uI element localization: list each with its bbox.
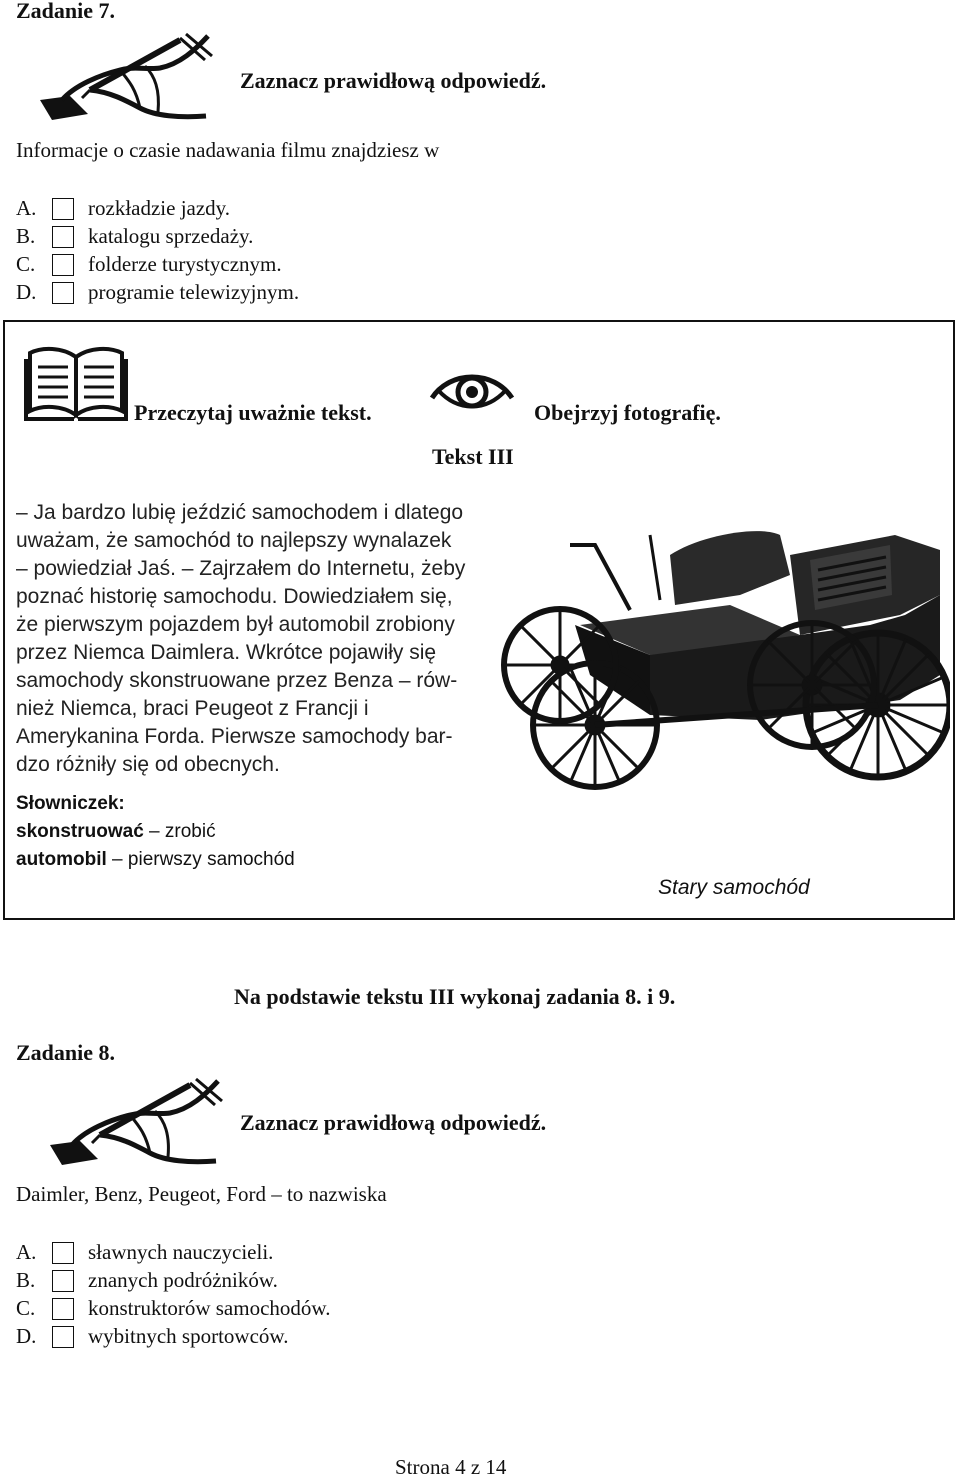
old-car-photo [500, 515, 950, 845]
page-number: Strona 4 z 14 [395, 1455, 507, 1479]
task7-option-c[interactable]: C. folderze turystycznym. [16, 252, 282, 276]
glossary [16, 790, 295, 874]
answer-checkbox[interactable] [52, 1326, 74, 1348]
eye-icon [428, 362, 516, 418]
task7-option-d[interactable]: D. programie telewizyjnym. [16, 280, 300, 304]
read-label: Przeczytaj uważnie tekst. [134, 400, 372, 425]
tasks-intro: Na podstawie tekstu III wykonaj zadania 8. i 9. [234, 984, 676, 1009]
writing-hand-icon [40, 1075, 230, 1170]
open-book-icon [24, 345, 128, 423]
task7-option-b[interactable]: B. katalogu sprzedaży. [16, 224, 254, 248]
answer-checkbox[interactable] [52, 226, 74, 248]
text3-title: Tekst III [432, 444, 514, 469]
task7-question: Informacje o czasie nadawania filmu znajdziesz w [16, 138, 440, 162]
answer-checkbox[interactable] [52, 1242, 74, 1264]
answer-checkbox[interactable] [52, 254, 74, 276]
task8-option-a[interactable]: A. sławnych nauczycieli. [16, 1240, 274, 1264]
task8-heading: Zadanie 8. [16, 1040, 116, 1065]
task7-option-a[interactable]: A. rozkładzie jazdy. [16, 196, 231, 220]
photo-caption: Stary samochód [658, 876, 810, 899]
answer-checkbox[interactable] [52, 282, 74, 304]
task7-heading: Zadanie 7. [16, 0, 116, 23]
glossary-title: Słowniczek: [16, 793, 125, 814]
task8-option-b[interactable]: B. znanych podróżników. [16, 1268, 278, 1292]
task8-option-d[interactable]: D. wybitnych sportowców. [16, 1324, 289, 1348]
answer-checkbox[interactable] [52, 1298, 74, 1320]
answer-checkbox[interactable] [52, 1270, 74, 1292]
glossary-entry: skonstruować – zrobić [16, 821, 216, 842]
task8-question: Daimler, Benz, Peugeot, Ford – to nazwiska [16, 1182, 387, 1206]
watch-label: Obejrzyj fotografię. [534, 400, 721, 425]
task8-option-c[interactable]: C. konstruktorów samochodów. [16, 1296, 331, 1320]
glossary-entry: automobil – pierwszy samochód [16, 849, 295, 870]
task7-instruction: Zaznacz prawidłową odpowiedź. [240, 68, 547, 93]
answer-checkbox[interactable] [52, 198, 74, 220]
writing-hand-icon [30, 30, 220, 125]
text3-paragraph: – Ja bardzo lubię jeździć samochodem i dlatego uważam, że samochód to najlepszy wynalazek – powiedział Jaś. – Zajrzałem do Internetu, żeby poznać historię samochodu. Dowiedziałem się, że pierwszym pojazdem był automobil zrobiony przez Niemca Daimlera. Wkrótce pojawiły się samochody skonstruowane przez Benza – rów- nież Niemca, braci Peugeot z Francji i Amerykanina Forda. Pierwsze samochody bar- dzo różniły się od obecnych. [16, 501, 466, 776]
task8-instruction: Zaznacz prawidłową odpowiedź. [240, 1110, 547, 1135]
